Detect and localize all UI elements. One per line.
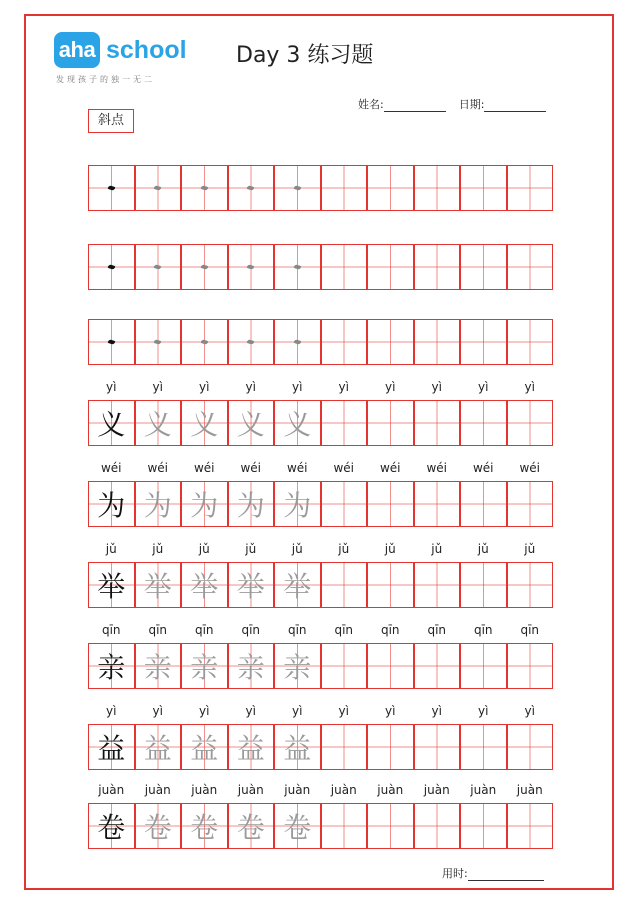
time-field[interactable] xyxy=(468,869,544,881)
practice-cell[interactable] xyxy=(460,319,507,365)
pinyin-label: yì xyxy=(199,380,210,394)
practice-cell[interactable] xyxy=(181,165,228,211)
hanzi-character: 义 xyxy=(143,408,172,441)
hanzi-character: 举 xyxy=(97,570,126,603)
pinyin-label: wéi xyxy=(240,461,262,475)
trace-character-cell[interactable] xyxy=(274,803,321,849)
practice-cell[interactable] xyxy=(367,724,414,770)
pinyin-label: jǔ xyxy=(152,542,164,556)
stroke-name-box: 斜点 xyxy=(88,109,134,133)
trace-character-cell[interactable] xyxy=(135,803,182,849)
hanzi-character: 义 xyxy=(236,408,265,441)
slant-dot-stroke-icon xyxy=(293,264,301,270)
pinyin-label: jǔ xyxy=(105,542,117,556)
hanzi-character: 益 xyxy=(190,732,219,765)
practice-cell[interactable] xyxy=(414,481,461,527)
practice-cell[interactable] xyxy=(367,562,414,608)
practice-cell[interactable] xyxy=(367,643,414,689)
pinyin-label: yì xyxy=(524,704,535,718)
date-field[interactable] xyxy=(484,100,546,112)
pinyin-label: yì xyxy=(338,704,349,718)
pinyin-label: yì xyxy=(292,704,303,718)
pinyin-label: yì xyxy=(338,380,349,394)
practice-cell[interactable] xyxy=(321,244,368,290)
pinyin-label: jǔ xyxy=(198,542,210,556)
practice-cell[interactable] xyxy=(460,400,507,446)
stroke-practice-row xyxy=(88,319,553,365)
practice-cell[interactable] xyxy=(460,803,507,849)
practice-cell[interactable] xyxy=(321,724,368,770)
hanzi-character: 为 xyxy=(190,489,219,522)
model-character-cell[interactable] xyxy=(88,481,135,527)
hanzi-character: 义 xyxy=(97,408,126,441)
practice-cell[interactable] xyxy=(460,643,507,689)
logo-slogan: 发现孩子的独一无二 xyxy=(56,75,155,84)
pinyin-label: qīn xyxy=(473,623,493,637)
practice-cell[interactable] xyxy=(367,481,414,527)
stroke-practice-row xyxy=(88,165,553,211)
character-practice-row xyxy=(88,724,553,770)
pinyin-label: qīn xyxy=(520,623,540,637)
pinyin-label: wéi xyxy=(286,461,308,475)
trace-character-cell[interactable] xyxy=(228,400,275,446)
logo-mark: aha xyxy=(54,32,100,68)
model-character-cell[interactable] xyxy=(88,400,135,446)
practice-cell[interactable] xyxy=(507,319,554,365)
character-practice-row xyxy=(88,481,553,527)
pinyin-label: jǔ xyxy=(291,542,303,556)
practice-cell[interactable] xyxy=(414,244,461,290)
trace-character-cell[interactable] xyxy=(181,400,228,446)
hanzi-character: 举 xyxy=(283,570,312,603)
model-character-cell[interactable] xyxy=(88,562,135,608)
practice-cell[interactable] xyxy=(135,319,182,365)
trace-character-cell[interactable] xyxy=(181,643,228,689)
practice-cell[interactable] xyxy=(414,400,461,446)
pinyin-label: yì xyxy=(385,380,396,394)
hanzi-character: 为 xyxy=(143,489,172,522)
character-practice-row xyxy=(88,643,553,689)
trace-character-cell[interactable] xyxy=(135,562,182,608)
page-title: Day 3 练习题 xyxy=(236,43,374,68)
pinyin-label: yì xyxy=(431,704,442,718)
practice-cell[interactable] xyxy=(460,244,507,290)
pinyin-label: jǔ xyxy=(384,542,396,556)
stroke-practice-row xyxy=(88,244,553,290)
character-practice-row xyxy=(88,803,553,849)
practice-cell[interactable] xyxy=(88,319,135,365)
hanzi-character: 益 xyxy=(97,732,126,765)
pinyin-label: qīn xyxy=(287,623,307,637)
time-used-line xyxy=(442,865,544,881)
pinyin-label: wéi xyxy=(472,461,494,475)
practice-cell[interactable] xyxy=(228,319,275,365)
name-date-line xyxy=(358,96,546,112)
character-practice-row xyxy=(88,562,553,608)
trace-character-cell[interactable] xyxy=(228,643,275,689)
trace-character-cell[interactable] xyxy=(181,562,228,608)
name-field[interactable] xyxy=(384,100,446,112)
pinyin-label: jǔ xyxy=(245,542,257,556)
pinyin-label: juàn xyxy=(423,783,450,797)
hanzi-character: 为 xyxy=(236,489,265,522)
slant-dot-stroke-icon xyxy=(107,185,115,191)
pinyin-label: juàn xyxy=(144,783,171,797)
hanzi-character: 卷 xyxy=(143,811,172,844)
practice-cell[interactable] xyxy=(321,481,368,527)
trace-character-cell[interactable] xyxy=(135,724,182,770)
trace-character-cell[interactable] xyxy=(274,562,321,608)
trace-character-cell[interactable] xyxy=(228,803,275,849)
practice-cell[interactable] xyxy=(88,165,135,211)
practice-cell[interactable] xyxy=(414,803,461,849)
hanzi-character: 卷 xyxy=(283,811,312,844)
practice-cell[interactable] xyxy=(321,165,368,211)
date-label: 日期: xyxy=(458,98,485,111)
practice-cell[interactable] xyxy=(88,244,135,290)
hanzi-character: 卷 xyxy=(97,811,126,844)
pinyin-label: yì xyxy=(478,380,489,394)
hanzi-character: 亲 xyxy=(236,651,265,684)
pinyin-label: yì xyxy=(431,380,442,394)
pinyin-label: wéi xyxy=(519,461,541,475)
slant-dot-stroke-icon xyxy=(154,185,162,191)
model-character-cell[interactable] xyxy=(88,724,135,770)
practice-cell[interactable] xyxy=(274,244,321,290)
practice-cell[interactable] xyxy=(507,244,554,290)
hanzi-character: 亲 xyxy=(190,651,219,684)
practice-cell[interactable] xyxy=(367,244,414,290)
practice-cell[interactable] xyxy=(507,724,554,770)
practice-cell[interactable] xyxy=(507,400,554,446)
name-label: 姓名: xyxy=(358,98,384,111)
pinyin-label: yì xyxy=(152,704,163,718)
hanzi-character: 举 xyxy=(236,570,265,603)
aha-school-logo xyxy=(54,30,187,90)
slant-dot-stroke-icon xyxy=(293,185,301,191)
practice-cell[interactable] xyxy=(181,244,228,290)
pinyin-label: wéi xyxy=(100,461,122,475)
pinyin-label: yì xyxy=(478,704,489,718)
practice-cell[interactable] xyxy=(321,643,368,689)
practice-cell[interactable] xyxy=(274,165,321,211)
time-label: 用时: xyxy=(442,867,468,880)
practice-cell[interactable] xyxy=(321,562,368,608)
hanzi-character: 亲 xyxy=(97,651,126,684)
pinyin-label: jǔ xyxy=(431,542,443,556)
trace-character-cell[interactable] xyxy=(274,400,321,446)
practice-cell[interactable] xyxy=(507,803,554,849)
practice-cell[interactable] xyxy=(507,643,554,689)
practice-cell[interactable] xyxy=(181,319,228,365)
practice-cell[interactable] xyxy=(460,481,507,527)
pinyin-label: yì xyxy=(106,704,117,718)
slant-dot-stroke-icon xyxy=(200,185,208,191)
pinyin-label: qīn xyxy=(334,623,354,637)
practice-cell[interactable] xyxy=(460,165,507,211)
practice-cell[interactable] xyxy=(460,724,507,770)
pinyin-label: juàn xyxy=(284,783,311,797)
pinyin-label: jǔ xyxy=(524,542,536,556)
practice-cell[interactable] xyxy=(414,643,461,689)
pinyin-label: qīn xyxy=(194,623,214,637)
practice-cell[interactable] xyxy=(367,319,414,365)
practice-cell[interactable] xyxy=(414,562,461,608)
pinyin-label: yì xyxy=(245,380,256,394)
practice-cell[interactable] xyxy=(321,803,368,849)
slant-dot-stroke-icon xyxy=(247,185,255,191)
pinyin-label: qīn xyxy=(241,623,261,637)
hanzi-character: 为 xyxy=(283,489,312,522)
trace-character-cell[interactable] xyxy=(228,724,275,770)
slant-dot-stroke-icon xyxy=(107,339,115,345)
hanzi-character: 义 xyxy=(190,408,219,441)
trace-character-cell[interactable] xyxy=(228,481,275,527)
practice-cell[interactable] xyxy=(228,165,275,211)
pinyin-label: qīn xyxy=(427,623,447,637)
trace-character-cell[interactable] xyxy=(228,562,275,608)
trace-character-cell[interactable] xyxy=(181,803,228,849)
pinyin-label: juàn xyxy=(98,783,125,797)
pinyin-label: wéi xyxy=(379,461,401,475)
trace-character-cell[interactable] xyxy=(135,643,182,689)
pinyin-label: juàn xyxy=(237,783,264,797)
pinyin-label: juàn xyxy=(191,783,218,797)
pinyin-label: yì xyxy=(245,704,256,718)
hanzi-character: 举 xyxy=(143,570,172,603)
practice-cell[interactable] xyxy=(460,562,507,608)
pinyin-label: juàn xyxy=(470,783,497,797)
trace-character-cell[interactable] xyxy=(135,481,182,527)
practice-cell[interactable] xyxy=(321,319,368,365)
practice-cell[interactable] xyxy=(414,165,461,211)
practice-cell[interactable] xyxy=(135,165,182,211)
pinyin-label: wéi xyxy=(426,461,448,475)
pinyin-label: juàn xyxy=(516,783,543,797)
pinyin-label: yì xyxy=(385,704,396,718)
trace-character-cell[interactable] xyxy=(135,400,182,446)
practice-cell[interactable] xyxy=(414,724,461,770)
trace-character-cell[interactable] xyxy=(274,724,321,770)
practice-cell[interactable] xyxy=(367,803,414,849)
slant-dot-stroke-icon xyxy=(200,264,208,270)
practice-cell[interactable] xyxy=(274,319,321,365)
pinyin-label: juàn xyxy=(330,783,357,797)
pinyin-label: wéi xyxy=(147,461,169,475)
slant-dot-stroke-icon xyxy=(107,264,115,270)
pinyin-label: yì xyxy=(292,380,303,394)
character-practice-row xyxy=(88,400,553,446)
trace-character-cell[interactable] xyxy=(274,481,321,527)
pinyin-label: qīn xyxy=(101,623,121,637)
slant-dot-stroke-icon xyxy=(154,264,162,270)
pinyin-label: yì xyxy=(106,380,117,394)
practice-cell[interactable] xyxy=(321,400,368,446)
hanzi-character: 卷 xyxy=(190,811,219,844)
slant-dot-stroke-icon xyxy=(200,339,208,345)
slant-dot-stroke-icon xyxy=(293,339,301,345)
model-character-cell[interactable] xyxy=(88,643,135,689)
slant-dot-stroke-icon xyxy=(247,339,255,345)
practice-cell[interactable] xyxy=(367,165,414,211)
pinyin-label: jǔ xyxy=(338,542,350,556)
hanzi-character: 亲 xyxy=(143,651,172,684)
practice-cell[interactable] xyxy=(367,400,414,446)
pinyin-label: wéi xyxy=(193,461,215,475)
practice-cell[interactable] xyxy=(135,244,182,290)
hanzi-character: 卷 xyxy=(236,811,265,844)
hanzi-character: 义 xyxy=(283,408,312,441)
pinyin-label: juàn xyxy=(377,783,404,797)
model-character-cell[interactable] xyxy=(88,803,135,849)
logo-wordmark: school xyxy=(106,36,187,64)
practice-cell[interactable] xyxy=(507,165,554,211)
pinyin-label: qīn xyxy=(380,623,400,637)
trace-character-cell[interactable] xyxy=(181,481,228,527)
hanzi-character: 益 xyxy=(143,732,172,765)
pinyin-label: jǔ xyxy=(477,542,489,556)
practice-cell[interactable] xyxy=(507,481,554,527)
pinyin-label: yì xyxy=(524,380,535,394)
hanzi-character: 亲 xyxy=(283,651,312,684)
slant-dot-stroke-icon xyxy=(247,264,255,270)
hanzi-character: 益 xyxy=(236,732,265,765)
pinyin-label: yì xyxy=(199,704,210,718)
hanzi-character: 为 xyxy=(97,489,126,522)
hanzi-character: 益 xyxy=(283,732,312,765)
trace-character-cell[interactable] xyxy=(274,643,321,689)
practice-cell[interactable] xyxy=(507,562,554,608)
practice-cell[interactable] xyxy=(228,244,275,290)
pinyin-label: yì xyxy=(152,380,163,394)
hanzi-character: 举 xyxy=(190,570,219,603)
practice-cell[interactable] xyxy=(414,319,461,365)
slant-dot-stroke-icon xyxy=(154,339,162,345)
trace-character-cell[interactable] xyxy=(181,724,228,770)
pinyin-label: wéi xyxy=(333,461,355,475)
pinyin-label: qīn xyxy=(148,623,168,637)
